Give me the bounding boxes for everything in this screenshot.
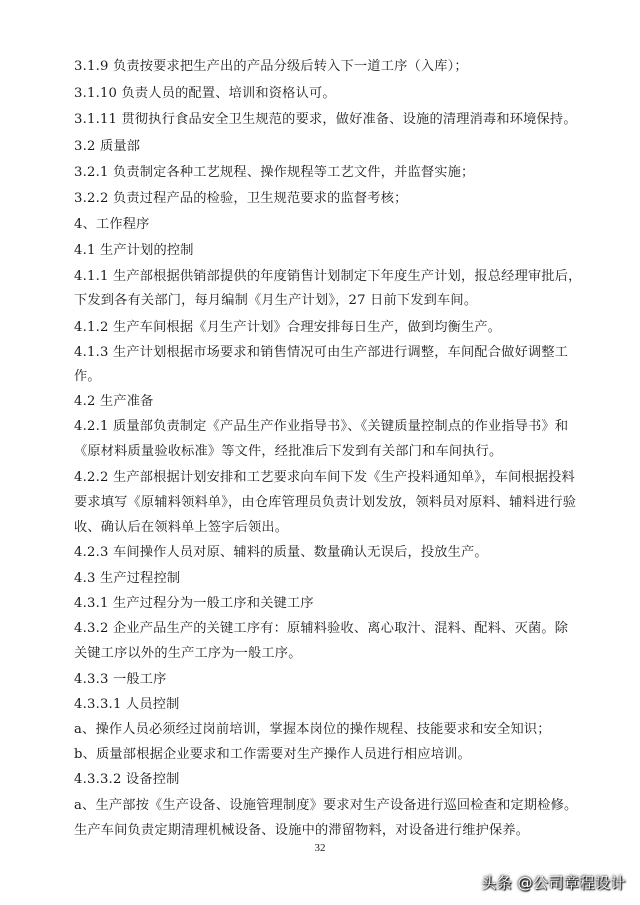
section-heading: 3.2 质量部	[74, 139, 141, 154]
text-line: 4.3.1 生产过程分为一般工序和关键工序	[74, 596, 314, 611]
text-line: 3.1.9 负责按要求把生产出的产品分级后转入下一道工序（入库）；	[74, 59, 468, 74]
section-heading: 4.3 生产过程控制	[74, 571, 181, 586]
page-number: 32	[314, 842, 326, 854]
text-line: 3.2.1 负责制定各种工艺规程、操作规程等工艺文件，并监督实施；	[74, 165, 475, 180]
section-heading: 4.3.3.2 设备控制	[74, 772, 180, 787]
text-line: 4.1.2 生产车间根据《月生产计划》合理安排每日生产，做到均衡生产。	[74, 320, 502, 335]
text-line: b、质量部根据企业要求和工作需要对生产操作人员进行相应培训。	[74, 747, 471, 762]
text-line: 要求填写《原辅料领料单》，由仓库管理员负责计划发放，领料员对原料、辅料进行验	[74, 495, 577, 510]
text-line: a、操作人员必须经过岗前培训，掌握本岗位的操作规程、技能要求和安全知识；	[74, 722, 551, 737]
text-line: 4.3.2 企业产品生产的关键工序有：原辅料验收、离心取汁、混料、配料、灭菌。除	[74, 621, 569, 636]
text-line: 《原材料质量验收标准》等文件，经批准后下发到有关部门和车间执行。	[74, 444, 503, 459]
text-line: 4.2.2 生产部根据计划安排和工艺要求向车间下发《生产投料通知单》，车间根据投料	[74, 470, 575, 485]
text-line: 3.1.10 负责人员的配置、培训和资格认可。	[74, 86, 336, 101]
section-heading: 4、工作程序	[74, 217, 150, 232]
watermark: 头条 @公司章程设计	[481, 874, 626, 892]
text-line: 生产车间负责定期清理机械设备、设施中的滞留物料，对设备进行维护保养。	[74, 823, 530, 838]
text-line: 3.2.2 负责过程产品的检验，卫生规范要求的监督考核；	[74, 191, 408, 206]
section-heading: 4.3.3.1 人员控制	[74, 697, 180, 712]
text-line: 收、确认后在领料单上签字后领出。	[74, 520, 289, 535]
text-line: 4.2.3 车间操作人员对原、辅料的质量、数量确认无误后，投放生产。	[74, 545, 488, 560]
text-line: 4.2.1 质量部负责制定《产品生产作业指导书》、《关键质量控制点的作业指导书》和	[74, 419, 569, 434]
text-line: 作。	[74, 369, 101, 384]
text-line: 4.1.3 生产计划根据市场要求和销售情况可由生产部进行调整，车间配合做好调整工	[74, 345, 569, 360]
text-line: 4.1.1 生产部根据供销部提供的年度销售计划制定下年度生产计划，报总经理审批后，	[74, 269, 582, 284]
text-line: 下发到各有关部门，每月编制《月生产计划》，27 日前下发到车间。	[74, 293, 478, 308]
section-heading: 4.1 生产计划的控制	[74, 243, 194, 258]
section-heading: 4.2 生产准备	[74, 394, 154, 409]
text-line: 关键工序以外的生产工序为一般工序。	[74, 646, 302, 661]
section-heading: 4.3.3 一般工序	[74, 672, 167, 687]
text-line: a、生产部按《生产设备、设施管理制度》要求对生产设备进行巡回检查和定期检修。	[74, 798, 578, 813]
text-line: 3.1.11 贯彻执行食品安全卫生规范的要求，做好准备、设施的清理消毒和环境保持。	[74, 112, 577, 127]
